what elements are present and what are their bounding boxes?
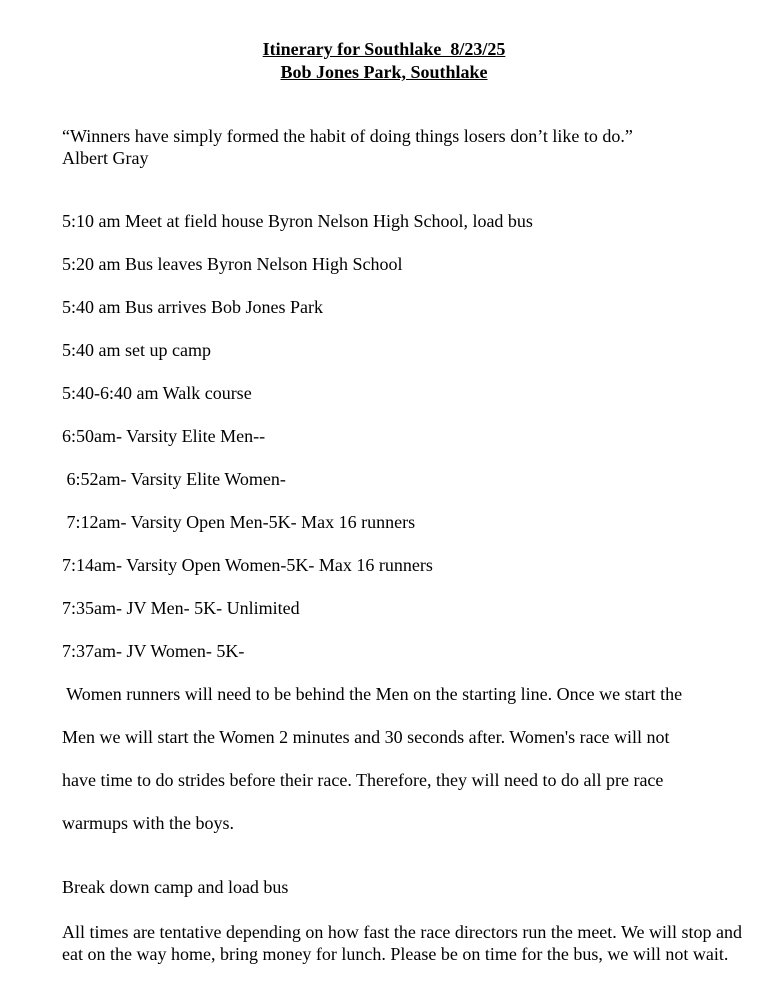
schedule-item: 7:14am- Varsity Open Women-5K- Max 16 runners [62,555,433,575]
note-line: Men we will start the Women 2 minutes and 30 seconds after. Women's race will not [62,727,670,747]
break-down-note: Break down camp and load bus [62,877,289,897]
note-line: Women runners will need to be behind the Men on the starting line. Once we start the [62,684,683,704]
schedule-item: 7:35am- JV Men- 5K- Unlimited [62,598,300,618]
footer-note: All times are tentative depending on how fast the race directors run the meet. We will stop and eat on the way home, bring money for lunch. Please be on time for the bus, we will not wait. [62,922,743,964]
document-location: Bob Jones Park, Southlake [280,62,488,82]
schedule-item: 6:52am- Varsity Elite Women- [62,469,286,489]
schedule-item: 7:37am- JV Women- 5K- [62,641,245,661]
note-line: warmups with the boys. [62,813,234,833]
schedule-item: 7:12am- Varsity Open Men-5K- Max 16 runners [62,512,416,532]
quote-author: Albert Gray [62,148,149,168]
schedule-item: 5:10 am Meet at field house Byron Nelson High School, load bus [62,211,533,231]
schedule-item: 5:40 am set up camp [62,340,211,360]
schedule-item: 5:40-6:40 am Walk course [62,383,252,403]
schedule-item: 5:40 am Bus arrives Bob Jones Park [62,297,323,317]
schedule-item: 5:20 am Bus leaves Byron Nelson High School [62,254,403,274]
document-title: Itinerary for Southlake 8/23/25 [262,39,506,59]
note-line: have time to do strides before their race. Therefore, they will need to do all pre race [62,770,664,790]
quote-text: “Winners have simply formed the habit of doing things losers don’t like to do.” [62,126,633,146]
schedule-item: 6:50am- Varsity Elite Men-- [62,426,266,446]
